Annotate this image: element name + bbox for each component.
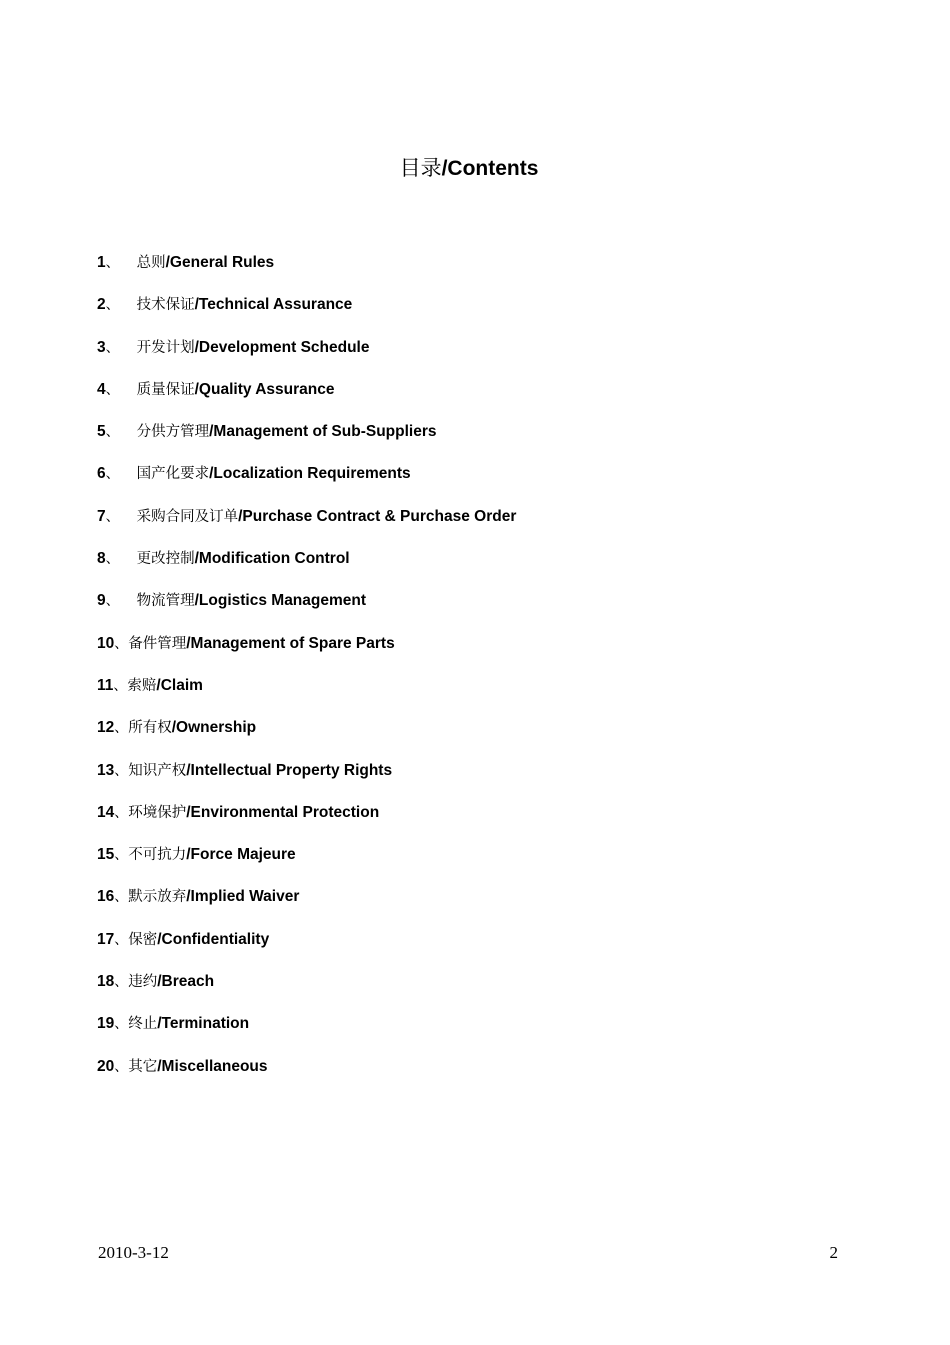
page-title-en: /Contents: [441, 157, 539, 180]
toc-item[interactable]: [97, 800, 516, 842]
toc-item[interactable]: [97, 419, 516, 461]
toc-item-title-en: /Quality Assurance: [194, 380, 335, 398]
table-of-contents: [97, 250, 516, 1096]
toc-item-title-en: /Force Majeure: [186, 846, 296, 864]
toc-item-number: 17: [97, 930, 115, 948]
toc-item[interactable]: [97, 461, 516, 503]
toc-item-title-en: /Confidentiality: [157, 930, 270, 948]
toc-item-separator: 、: [114, 1016, 129, 1033]
toc-item-number: 11: [97, 676, 114, 694]
toc-item-number: 18: [97, 973, 115, 991]
toc-item-separator: 、: [113, 677, 128, 694]
page-title: [0, 153, 938, 184]
toc-item-title-zh: 知识产权: [128, 762, 187, 779]
toc-item-number: 15: [97, 846, 115, 864]
toc-item[interactable]: [97, 673, 516, 715]
toc-item-separator: 、: [114, 762, 129, 779]
toc-item-title-en: /Claim: [156, 676, 203, 694]
toc-item-number: 5: [97, 423, 106, 441]
toc-item-title-en: /Localization Requirements: [209, 465, 411, 483]
toc-item[interactable]: [97, 588, 516, 630]
toc-item-title-zh: 其它: [128, 1058, 158, 1075]
toc-item-number: 13: [97, 761, 115, 779]
toc-item[interactable]: [97, 292, 516, 334]
toc-item[interactable]: [97, 250, 516, 292]
toc-item-separator: 、: [105, 466, 120, 483]
toc-item-title-zh: 更改控制: [136, 551, 195, 568]
toc-item-title-zh: 环境保护: [128, 804, 187, 821]
toc-item[interactable]: [97, 631, 516, 673]
toc-item-title-zh: 终止: [128, 1016, 158, 1033]
toc-item-title-zh: 总则: [136, 255, 166, 271]
toc-item-title-zh: 不可抗力: [128, 847, 187, 864]
toc-item-title-zh: 备件管理: [128, 635, 187, 652]
toc-item-number: 19: [97, 1015, 115, 1033]
footer-page-number: 2: [829, 1243, 838, 1262]
toc-item-title-zh: 默示放弃: [128, 889, 187, 906]
page-title-zh: 目录: [399, 156, 442, 180]
toc-item[interactable]: [97, 758, 516, 800]
toc-item-separator: 、: [114, 847, 129, 864]
toc-item-separator: 、: [105, 297, 120, 314]
toc-item-title-zh: 采购合同及订单: [136, 508, 239, 525]
toc-item-title-en: /Environmental Protection: [186, 803, 380, 821]
toc-item-title-zh: 分供方管理: [136, 424, 210, 441]
toc-item-separator: 、: [114, 931, 129, 948]
toc-item-title-zh: 质量保证: [136, 381, 195, 398]
toc-item-number: 3: [97, 338, 106, 356]
toc-item-number: 4: [97, 380, 106, 398]
toc-item-title-zh: 违约: [128, 974, 158, 991]
toc-item-number: 20: [97, 1057, 115, 1075]
toc-item-title-zh: 所有权: [128, 720, 172, 737]
toc-item-number: 7: [97, 507, 106, 525]
toc-item[interactable]: [97, 377, 516, 419]
toc-item-title-en: /Miscellaneous: [157, 1057, 268, 1075]
toc-item-number: 6: [97, 465, 106, 483]
toc-item-separator: 、: [105, 551, 120, 568]
toc-item-title-en: /Modification Control: [194, 550, 350, 568]
toc-item-title-en: /General Rules: [165, 254, 275, 271]
toc-item-separator: 、: [105, 339, 120, 356]
toc-item-title-zh: 索赔: [127, 677, 157, 694]
toc-item[interactable]: [97, 715, 516, 757]
toc-item-title-en: /Development Schedule: [194, 338, 370, 356]
toc-item-number: 8: [97, 550, 106, 568]
toc-item-number: 14: [97, 803, 115, 821]
toc-item-separator: 、: [114, 889, 129, 906]
toc-item[interactable]: [97, 1011, 516, 1053]
toc-item-title-zh: 开发计划: [136, 339, 195, 356]
toc-item-title-en: /Implied Waiver: [186, 888, 300, 906]
toc-item-separator: 、: [114, 804, 129, 821]
toc-item-separator: 、: [105, 508, 120, 525]
toc-item-separator: 、: [114, 1058, 129, 1075]
toc-item-title-zh: 国产化要求: [136, 466, 210, 483]
toc-item[interactable]: [97, 884, 516, 926]
toc-item-title-en: /Termination: [157, 1015, 250, 1033]
toc-item-title-en: /Technical Assurance: [194, 296, 353, 314]
toc-item-number: 16: [97, 888, 115, 906]
toc-item-title-en: /Breach: [157, 973, 215, 991]
toc-item-number: 12: [97, 719, 115, 737]
toc-item[interactable]: [97, 842, 516, 884]
toc-item-title-en: /Logistics Management: [194, 592, 367, 610]
toc-item-separator: 、: [105, 593, 120, 610]
toc-item-number: 2: [97, 296, 106, 314]
toc-item-title-zh: 保密: [128, 931, 158, 948]
toc-item[interactable]: [97, 335, 516, 377]
toc-item[interactable]: [97, 1054, 516, 1096]
toc-item-number: 9: [97, 592, 106, 610]
toc-item-separator: 、: [114, 635, 129, 652]
toc-item-number: 1: [97, 254, 106, 271]
toc-item-title-zh: 物流管理: [136, 593, 195, 610]
toc-item-separator: 、: [105, 381, 120, 398]
toc-item-title-zh: 技术保证: [136, 297, 195, 314]
toc-item-separator: 、: [114, 720, 129, 737]
toc-item[interactable]: [97, 546, 516, 588]
toc-item-separator: 、: [105, 255, 120, 271]
toc-item[interactable]: [97, 969, 516, 1011]
toc-item-separator: 、: [114, 974, 129, 991]
toc-item-title-en: /Intellectual Property Rights: [186, 761, 393, 779]
toc-item[interactable]: [97, 504, 516, 546]
toc-item-separator: 、: [105, 424, 120, 441]
toc-item[interactable]: [97, 927, 516, 969]
toc-item-title-en: /Management of Sub-Suppliers: [209, 423, 437, 441]
toc-item-number: 10: [97, 634, 115, 652]
toc-item-title-en: /Purchase Contract & Purchase Order: [238, 507, 517, 525]
toc-item-title-en: /Management of Spare Parts: [186, 634, 395, 652]
footer-date: 2010-3-12: [98, 1243, 169, 1262]
toc-item-title-en: /Ownership: [171, 719, 257, 737]
